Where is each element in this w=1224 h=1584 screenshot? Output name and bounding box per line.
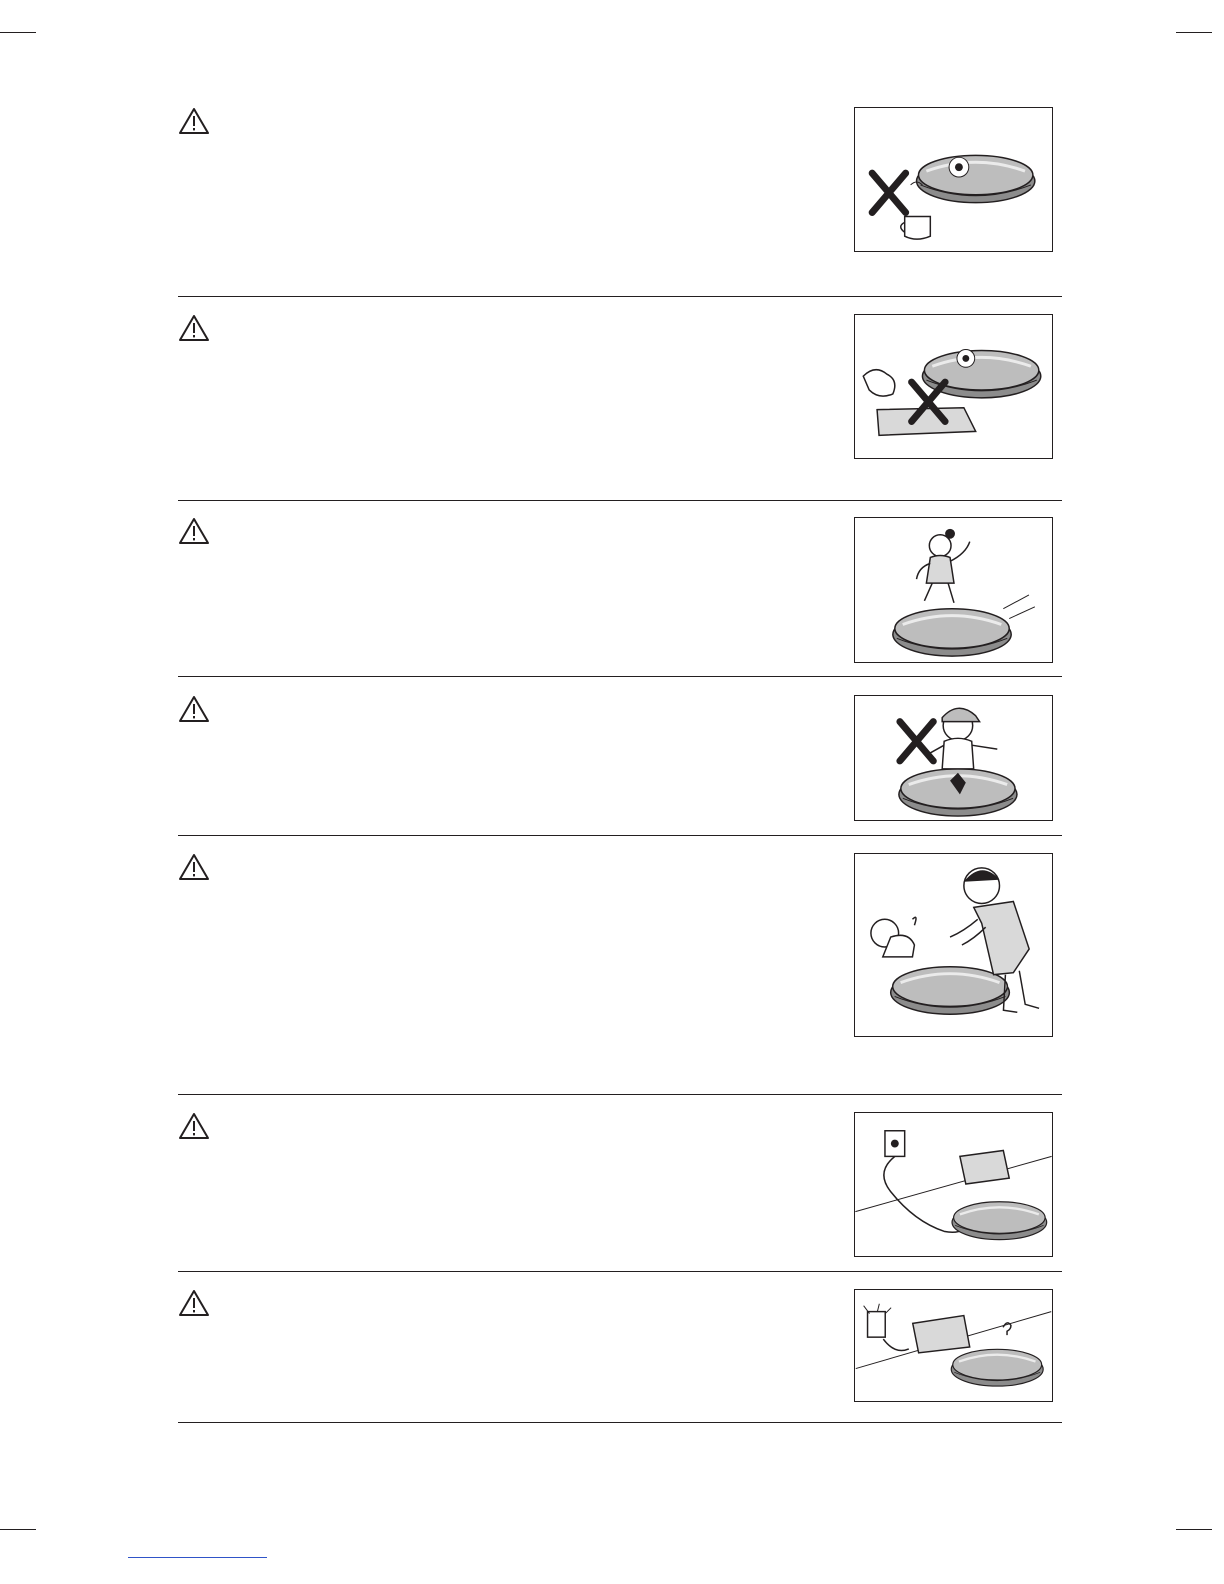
- child-sitting-on-robot-illustration: [854, 695, 1053, 821]
- crop-mark: [1176, 32, 1212, 33]
- section-divider: [178, 1271, 1062, 1272]
- section-divider: [178, 1094, 1062, 1095]
- section-divider: [178, 296, 1062, 297]
- child-and-dog-with-robot-illustration: [854, 853, 1053, 1037]
- warning-triangle-icon: [178, 1112, 210, 1140]
- section-divider: [178, 835, 1062, 836]
- warning-triangle-icon: [178, 107, 210, 135]
- footer-link-underline[interactable]: [128, 1557, 267, 1558]
- crop-mark: [0, 32, 36, 33]
- section-divider: [178, 1422, 1062, 1423]
- crop-mark: [0, 1529, 36, 1530]
- warning-triangle-icon: [178, 1289, 210, 1317]
- robot-vacuum-rug-illustration: [854, 314, 1053, 459]
- damaged-outlet-illustration: [854, 1289, 1053, 1402]
- crop-mark: [1176, 1529, 1212, 1530]
- charger-outlet-illustration: [854, 1112, 1053, 1257]
- warning-triangle-icon: [178, 517, 210, 545]
- warning-triangle-icon: [178, 853, 210, 881]
- section-divider: [178, 676, 1062, 677]
- warning-triangle-icon: [178, 695, 210, 723]
- child-jumping-on-robot-illustration: [854, 517, 1053, 663]
- robot-vacuum-cup-illustration: [854, 107, 1053, 252]
- warning-triangle-icon: [178, 314, 210, 342]
- section-divider: [178, 500, 1062, 501]
